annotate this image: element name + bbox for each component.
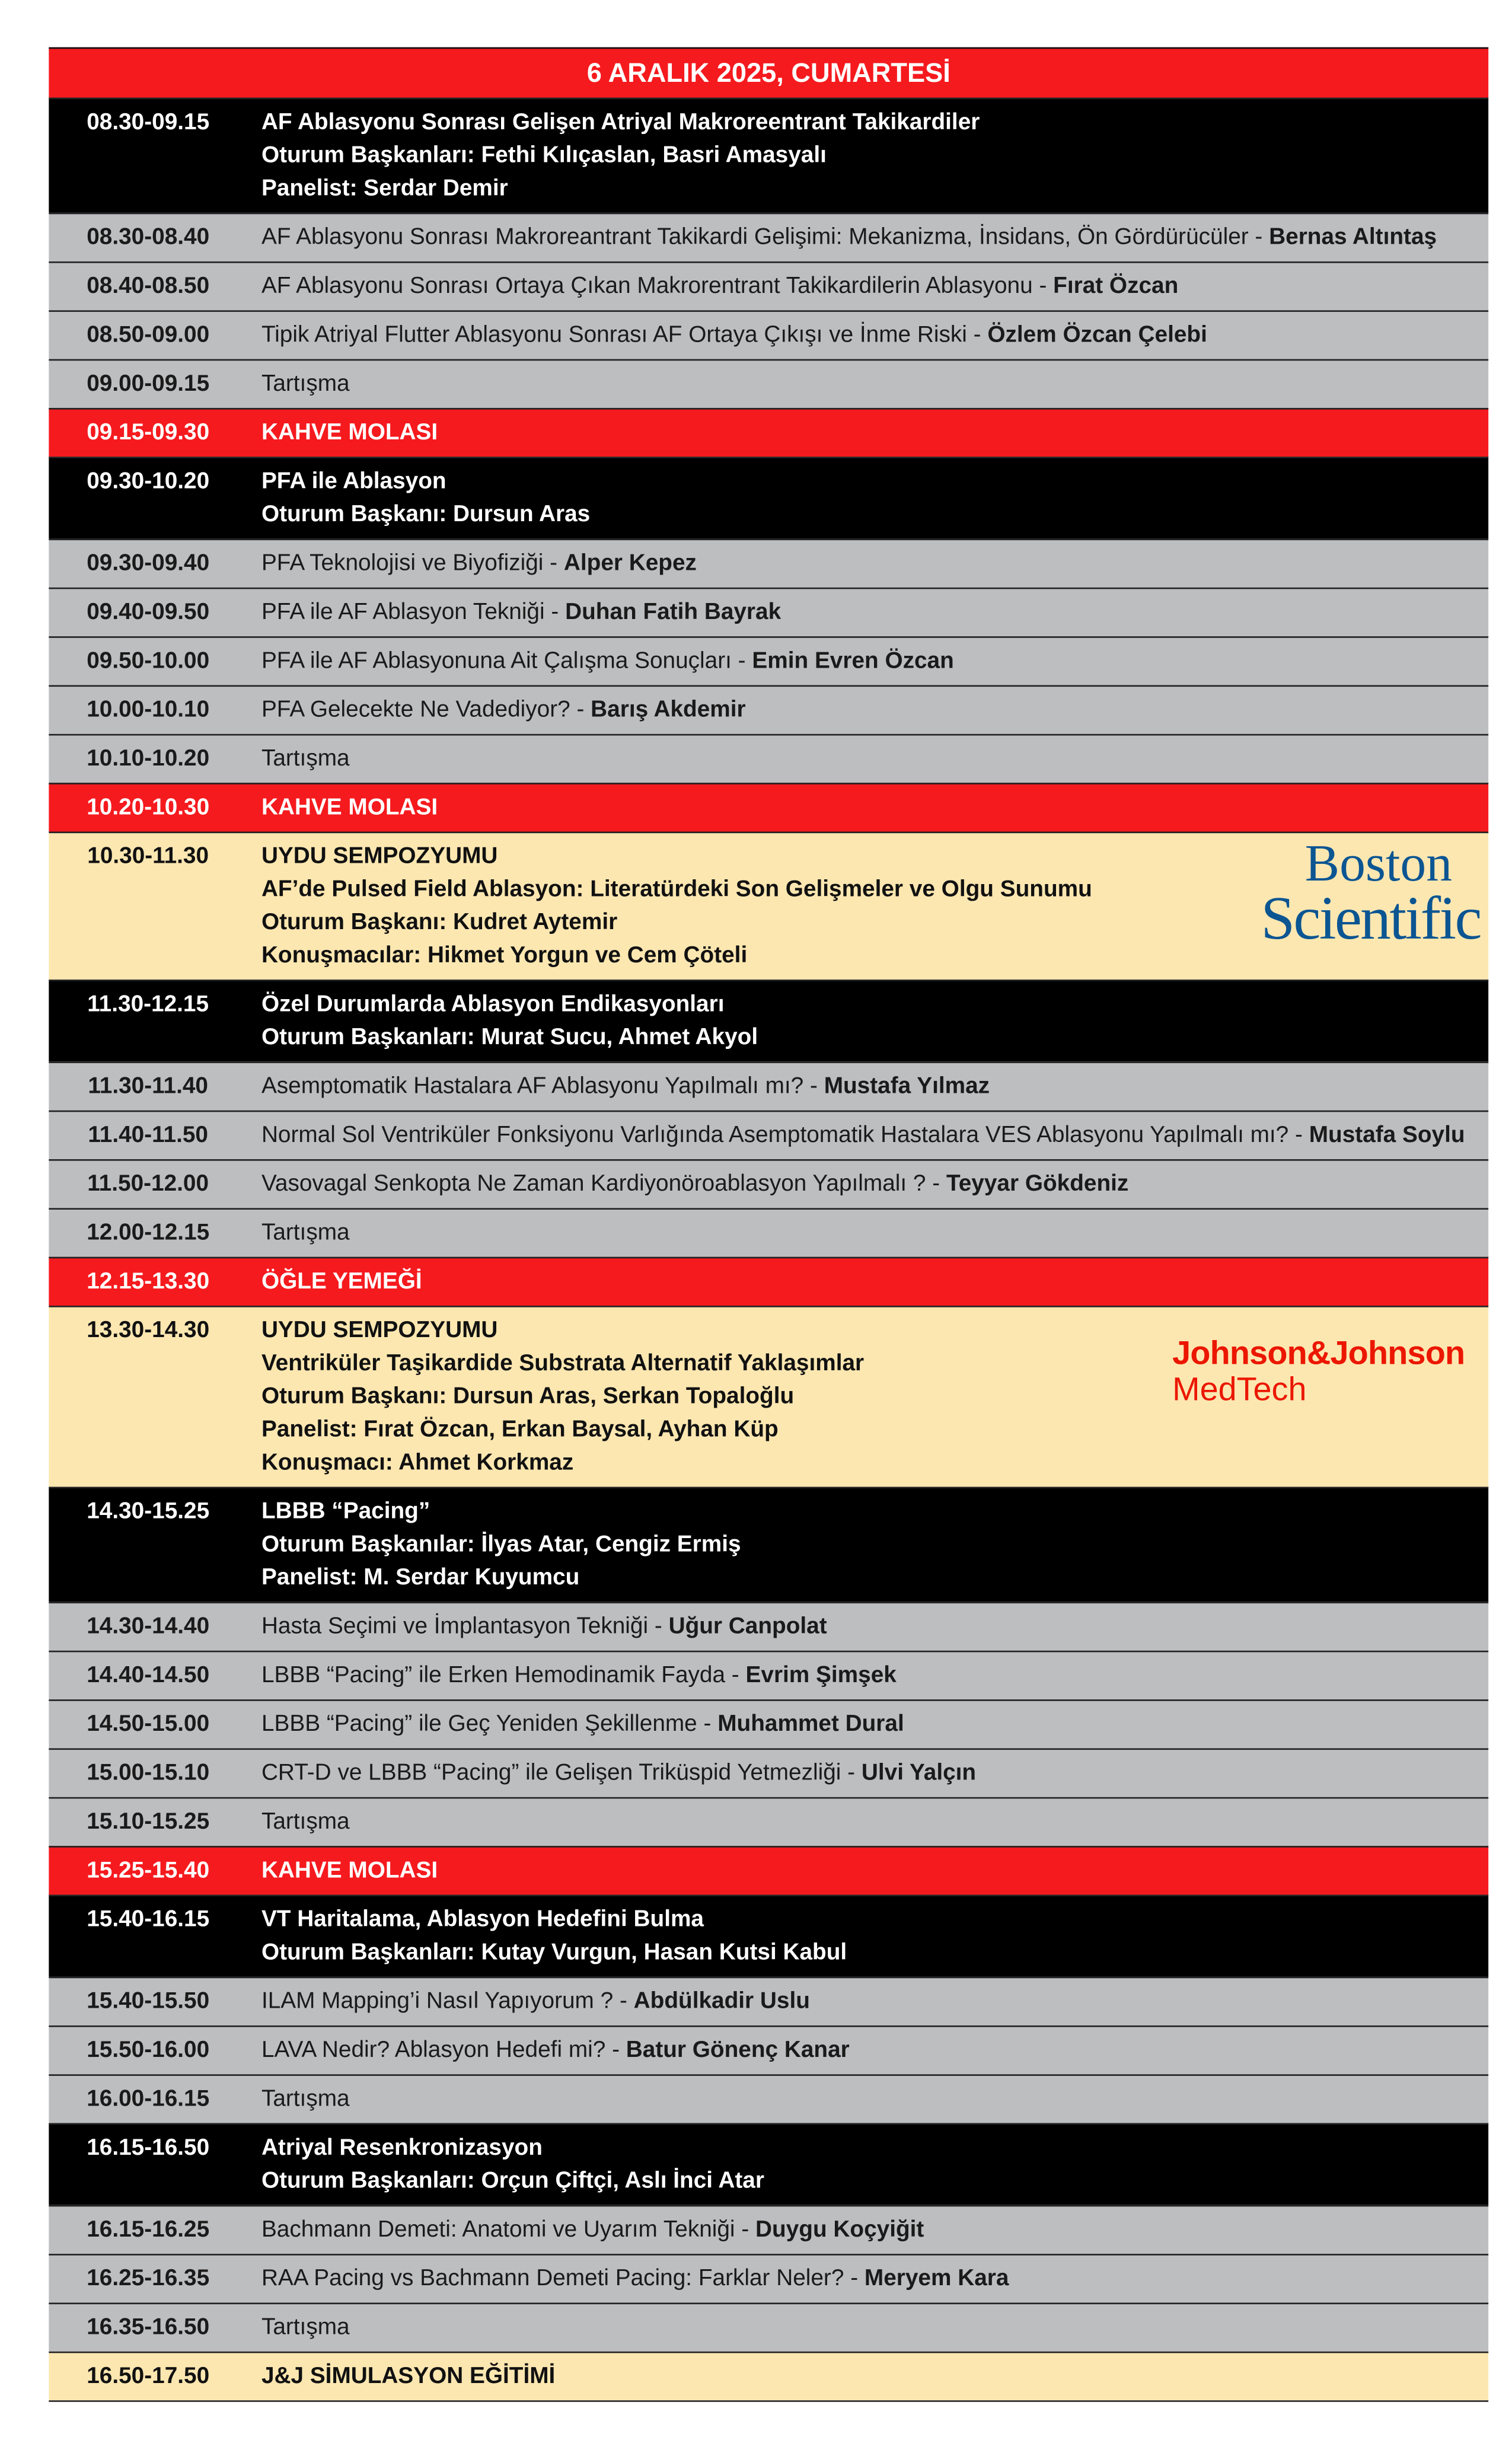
talk-title: Tartışma: [261, 371, 350, 397]
time-slot: 15.00-15.10: [87, 1760, 210, 1787]
row-content: [247, 981, 1488, 1061]
row-content: [247, 833, 1251, 980]
talk-row: [49, 734, 1488, 783]
speaker-name: Barış Akdemir: [591, 697, 746, 723]
time-slot: 12.00-12.15: [87, 1220, 210, 1246]
time-slot: 08.50-09.00: [87, 323, 210, 349]
session-title: UYDU SEMPOZYUMU: [261, 844, 498, 870]
talk-row: [49, 588, 1488, 636]
row-content: LAVA Nedir? Ablasyon Hedefi mi? - Batur Gönenç Kanar: [261, 2038, 850, 2063]
session-detail: Konuşmacı: Ahmet Korkmaz: [261, 1450, 574, 1476]
time-slot: 14.40-14.50: [87, 1663, 210, 1689]
row-content: PFA ile AF Ablasyon Tekniği - Duhan Fatih Bayrak: [261, 600, 781, 626]
talk-title: Tartışma: [261, 2315, 350, 2341]
training-row: [49, 2352, 1488, 2400]
break-row: [49, 408, 1488, 457]
time-slot: 08.40-08.50: [87, 274, 210, 299]
sponsor-row: [49, 1306, 1488, 1487]
row-content: [247, 2076, 1488, 2123]
session-title: PFA ile Ablasyon: [261, 469, 446, 495]
session-row: [49, 1487, 1488, 1602]
talk-row: [49, 2254, 1488, 2302]
session-detail: AF’de Pulsed Field Ablasyon: Literatürdeki Son Gelişmeler ve Olgu Sunumu: [261, 877, 1092, 903]
row-content: Hasta Seçimi ve İmplantasyon Tekniği - Uğur Canpolat: [261, 1614, 827, 1640]
session-detail: Oturum Başkanılar: İlyas Atar, Cengiz Ermiş: [261, 1532, 741, 1558]
logo-text: Johnson&Johnson: [1172, 1335, 1465, 1372]
session-row: [49, 457, 1488, 538]
time-slot: 15.50-16.00: [87, 2038, 210, 2063]
time-slot: 16.50-17.50: [87, 2364, 210, 2390]
row-content: [247, 410, 1488, 457]
row-content: [247, 735, 1488, 783]
row-content: [247, 2125, 1488, 2205]
session-row: [49, 2123, 1488, 2205]
row-content: Bachmann Demeti: Anatomi ve Uyarım Tekniği - Duygu Koçyiğit: [261, 2218, 924, 2243]
talk-title: Tartışma: [261, 1220, 350, 1246]
boston-scientific-logo: [1261, 836, 1481, 953]
speaker-name: Meryem Kara: [864, 2266, 1009, 2292]
schedule-rows: [49, 98, 1488, 2400]
talk-row: [49, 1159, 1488, 1208]
time-slot: 09.40-09.50: [87, 600, 210, 626]
talk-title: Hasta Seçimi ve İmplantasyon Tekniği: [261, 1614, 649, 1640]
session-title: LBBB “Pacing”: [261, 1499, 430, 1525]
speaker-name: Mustafa Soylu: [1309, 1122, 1465, 1149]
row-content: PFA Gelecekte Ne Vadediyor? - Barış Akdemir: [261, 697, 746, 723]
session-title: J&J SİMULASYON EĞİTİMİ: [261, 2364, 556, 2390]
row-content: AF Ablasyonu Sonrası Ortaya Çıkan Makrorentrant Takikardilerin Ablasyonu - Fırat Özcan: [261, 274, 1179, 299]
talk-title: Vasovagal Senkopta Ne Zaman Kardiyonöroablasyon Yapılmalı ?: [261, 1172, 933, 1197]
session-detail: Ventriküler Taşikardide Substrata Alternatif Yaklaşımlar: [261, 1351, 865, 1377]
row-content: [247, 1488, 1488, 1602]
talk-title: Normal Sol Ventriküler Fonksiyonu Varlığında Asemptomatik Hastalara VES Ablasyonu Yapılmalı mı?: [261, 1122, 1289, 1149]
time-slot: 14.50-15.00: [87, 1712, 210, 1737]
talk-row: [49, 1977, 1488, 2025]
talk-title: Bachmann Demeti: Anatomi ve Uyarım Tekniği: [261, 2218, 735, 2243]
talk-row: [49, 359, 1488, 408]
session-title: KAHVE MOLASI: [261, 795, 438, 821]
talk-row: [49, 1797, 1488, 1846]
session-title: Özel Durumlarda Ablasyon Endikasyonları: [261, 992, 725, 1017]
row-content: [247, 2304, 1488, 2352]
row-content: [247, 1896, 1488, 1976]
session-row: [49, 1894, 1488, 1976]
break-row: [49, 1846, 1488, 1894]
talk-row: [49, 310, 1488, 359]
row-content: [247, 2353, 1488, 2400]
session-detail: Oturum Başkanları: Orçun Çiftçi, Aslı İnci Atar: [261, 2168, 764, 2194]
time-slot: 13.30-14.30: [87, 1318, 210, 1344]
time-slot: 16.15-16.50: [87, 2135, 210, 2161]
time-slot: 09.50-10.00: [87, 649, 210, 674]
talk-row: [49, 2205, 1488, 2254]
talk-row: [49, 1699, 1488, 1748]
time-slot: 12.15-13.30: [87, 1269, 210, 1295]
speaker-name: Evrim Şimşek: [745, 1663, 897, 1689]
row-content: [247, 1307, 1163, 1487]
row-content: LBBB “Pacing” ile Erken Hemodinamik Fayda - Evrim Şimşek: [261, 1663, 897, 1689]
speaker-name: Mustafa Yılmaz: [824, 1074, 990, 1100]
row-content: [247, 1798, 1488, 1846]
talk-title: RAA Pacing vs Bachmann Demeti Pacing: Farklar Neler?: [261, 2266, 844, 2292]
time-slot: 08.30-08.40: [87, 225, 210, 251]
speaker-name: Duhan Fatih Bayrak: [565, 600, 781, 626]
session-detail: Oturum Başkanları: Fethi Kılıçaslan, Basri Amasyalı: [261, 143, 827, 169]
time-slot: 15.40-16.15: [87, 1907, 210, 1933]
talk-row: [49, 2025, 1488, 2074]
row-content: [247, 784, 1488, 832]
time-slot: 10.30-11.30: [87, 844, 209, 870]
time-slot: 16.35-16.50: [87, 2315, 210, 2341]
row-content: Asemptomatik Hastalara AF Ablasyonu Yapılmalı mı? - Mustafa Yılmaz: [261, 1074, 990, 1100]
talk-row: [49, 1208, 1488, 1256]
talk-row: [49, 636, 1488, 685]
speaker-name: Muhammet Dural: [717, 1712, 904, 1737]
time-slot: 09.30-09.40: [87, 551, 210, 577]
speaker-name: Fırat Özcan: [1053, 274, 1179, 299]
sponsor-row: [49, 832, 1488, 980]
talk-title: CRT-D ve LBBB “Pacing” ile Gelişen Triküspid Yetmezliği: [261, 1760, 841, 1787]
logo-text: MedTech: [1172, 1371, 1307, 1408]
row-content: LBBB “Pacing” ile Geç Yeniden Şekillenme - Muhammet Dural: [261, 1712, 904, 1737]
row-content: RAA Pacing vs Bachmann Demeti Pacing: Farklar Neler? - Meryem Kara: [261, 2266, 1009, 2292]
row-content: [247, 458, 1488, 538]
logo-text: Scientific: [1261, 885, 1481, 953]
session-title: VT Haritalama, Ablasyon Hedefini Bulma: [261, 1907, 704, 1933]
talk-title: Asemptomatik Hastalara AF Ablasyonu Yapılmalı mı?: [261, 1074, 804, 1100]
talk-row: [49, 1748, 1488, 1797]
time-slot: 09.00-09.15: [87, 371, 210, 397]
talk-row: [49, 261, 1488, 310]
talk-row: [49, 213, 1488, 261]
talk-title: LAVA Nedir? Ablasyon Hedefi mi?: [261, 2038, 613, 2063]
talk-title: Tartışma: [261, 747, 350, 772]
session-title: KAHVE MOLASI: [261, 420, 438, 446]
talk-row: [49, 1602, 1488, 1650]
time-slot: 16.00-16.15: [87, 2087, 210, 2113]
session-row: [49, 980, 1488, 1061]
speaker-name: Bernas Altıntaş: [1269, 225, 1437, 251]
speaker-name: Batur Gönenç Kanar: [626, 2038, 850, 2063]
time-slot: 09.15-09.30: [87, 420, 210, 446]
speaker-name: Emin Evren Özcan: [752, 649, 954, 674]
time-slot: 16.15-16.25: [87, 2218, 210, 2243]
row-content: PFA ile AF Ablasyonuna Ait Çalışma Sonuçları - Emin Evren Özcan: [261, 649, 954, 674]
row-content: Tipik Atriyal Flutter Ablasyonu Sonrası AF Ortaya Çıkışı ve İnme Riski - Özlem Özcan Çelebi: [261, 323, 1207, 349]
talk-row: [49, 685, 1488, 733]
time-slot: 16.25-16.35: [87, 2266, 210, 2292]
time-slot: 15.10-15.25: [87, 1810, 210, 1835]
time-slot: 08.30-09.15: [87, 110, 210, 136]
speaker-name: Duygu Koçyiğit: [755, 2218, 924, 2243]
session-row: [49, 98, 1488, 213]
talk-row: [49, 1651, 1488, 1699]
speaker-name: Alper Kepez: [563, 551, 697, 577]
row-content: [247, 1848, 1488, 1895]
time-slot: 10.20-10.30: [87, 795, 210, 821]
time-slot: 14.30-15.25: [87, 1499, 210, 1525]
row-content: [247, 1210, 1488, 1257]
row-content: [247, 1258, 1488, 1306]
talk-row: [49, 2074, 1488, 2123]
table-bottom-border: [49, 2400, 1488, 2402]
row-content: [247, 99, 1488, 212]
session-title: ÖĞLE YEMEĞİ: [261, 1269, 422, 1295]
session-detail: Oturum Başkanı: Kudret Aytemir: [261, 910, 618, 936]
talk-title: LBBB “Pacing” ile Geç Yeniden Şekillenme: [261, 1712, 697, 1737]
break-row: [49, 783, 1488, 831]
time-slot: 11.30-11.40: [88, 1074, 208, 1100]
session-title: AF Ablasyonu Sonrası Gelişen Atriyal Makroreentrant Takikardiler: [261, 110, 980, 136]
row-content: CRT-D ve LBBB “Pacing” ile Gelişen Triküspid Yetmezliği - Ulvi Yalçın: [261, 1760, 977, 1787]
speaker-name: Abdülkadir Uslu: [633, 1989, 810, 2015]
time-slot: 15.40-15.50: [87, 1989, 210, 2015]
talk-title: LBBB “Pacing” ile Erken Hemodinamik Fayda: [261, 1663, 726, 1689]
time-slot: 11.30-12.15: [87, 992, 209, 1017]
talk-title: AF Ablasyonu Sonrası Makroreantrant Takikardi Gelişimi: Mekanizma, İnsidans, Ön Gördürücüler: [261, 225, 1249, 251]
break-row: [49, 1257, 1488, 1306]
session-detail: Panelist: Serdar Demir: [261, 176, 508, 202]
row-content: PFA Teknolojisi ve Biyofiziği - Alper Kepez: [261, 551, 697, 577]
session-detail: Oturum Başkanı: Dursun Aras, Serkan Topaloğlu: [261, 1384, 795, 1410]
talk-title: Tartışma: [261, 1810, 350, 1835]
logo-text: Boston: [1304, 836, 1453, 894]
talk-row: [49, 1111, 1488, 1159]
session-title: Atriyal Resenkronizasyon: [261, 2135, 543, 2161]
row-content: Normal Sol Ventriküler Fonksiyonu Varlığında Asemptomatik Hastalara VES Ablasyonu Yapılmalı mı? - Mustafa Soylu: [261, 1122, 1465, 1149]
time-slot: 11.40-11.50: [88, 1122, 208, 1149]
session-detail: Oturum Başkanları: Kutay Vurgun, Hasan Kutsi Kabul: [261, 1940, 847, 1966]
row-content: AF Ablasyonu Sonrası Makroreantrant Takikardi Gelişimi: Mekanizma, İnsidans, Ön Gördürücüler - Bernas Altıntaş: [261, 225, 1437, 251]
speaker-name: Özlem Özcan Çelebi: [987, 323, 1207, 349]
johnson-johnson-medtech-logo: [1172, 1336, 1465, 1408]
talk-title: PFA Teknolojisi ve Biyofiziği: [261, 551, 544, 577]
time-slot: 11.50-12.00: [87, 1172, 209, 1197]
session-title: UYDU SEMPOZYUMU: [261, 1318, 498, 1344]
row-content: ILAM Mapping’i Nasıl Yapıyorum ? - Abdülkadir Uslu: [261, 1989, 810, 2015]
day-title: 6 ARALIK 2025, CUMARTESİ: [49, 47, 1488, 98]
talk-title: ILAM Mapping’i Nasıl Yapıyorum ?: [261, 1989, 614, 2015]
row-content: [247, 361, 1488, 408]
speaker-name: Ulvi Yalçın: [861, 1760, 977, 1787]
time-slot: 10.00-10.10: [87, 697, 210, 723]
session-detail: Oturum Başkanları: Murat Sucu, Ahmet Akyol: [261, 1025, 758, 1051]
session-detail: Panelist: Fırat Özcan, Erkan Baysal, Ayhan Küp: [261, 1417, 779, 1443]
session-detail: Panelist: M. Serdar Kuyumcu: [261, 1565, 580, 1591]
talk-title: PFA Gelecekte Ne Vadediyor?: [261, 697, 570, 723]
speaker-name: Uğur Canpolat: [668, 1614, 827, 1640]
talk-row: [49, 2302, 1488, 2351]
talk-title: AF Ablasyonu Sonrası Ortaya Çıkan Makrorentrant Takikardilerin Ablasyonu: [261, 274, 1033, 299]
talk-title: PFA ile AF Ablasyon Tekniği: [261, 600, 545, 626]
talk-title: Tipik Atriyal Flutter Ablasyonu Sonrası AF Ortaya Çıkışı ve İnme Riski: [261, 323, 967, 349]
talk-row: [49, 538, 1488, 587]
time-slot: 10.10-10.20: [87, 747, 210, 772]
talk-row: [49, 1061, 1488, 1110]
session-detail: Oturum Başkanı: Dursun Aras: [261, 502, 591, 528]
session-title: KAHVE MOLASI: [261, 1858, 438, 1884]
speaker-name: Teyyar Gökdeniz: [946, 1172, 1129, 1197]
schedule-table: [49, 47, 1488, 2403]
time-slot: 09.30-10.20: [87, 469, 210, 495]
time-slot: 15.25-15.40: [87, 1858, 210, 1884]
time-slot: 14.30-14.40: [87, 1614, 210, 1640]
row-content: Vasovagal Senkopta Ne Zaman Kardiyonöroablasyon Yapılmalı ? - Teyyar Gökdeniz: [261, 1172, 1129, 1197]
session-detail: Konuşmacılar: Hikmet Yorgun ve Cem Çöteli: [261, 943, 748, 969]
talk-title: Tartışma: [261, 2087, 350, 2113]
talk-title: PFA ile AF Ablasyonuna Ait Çalışma Sonuçları: [261, 649, 732, 674]
